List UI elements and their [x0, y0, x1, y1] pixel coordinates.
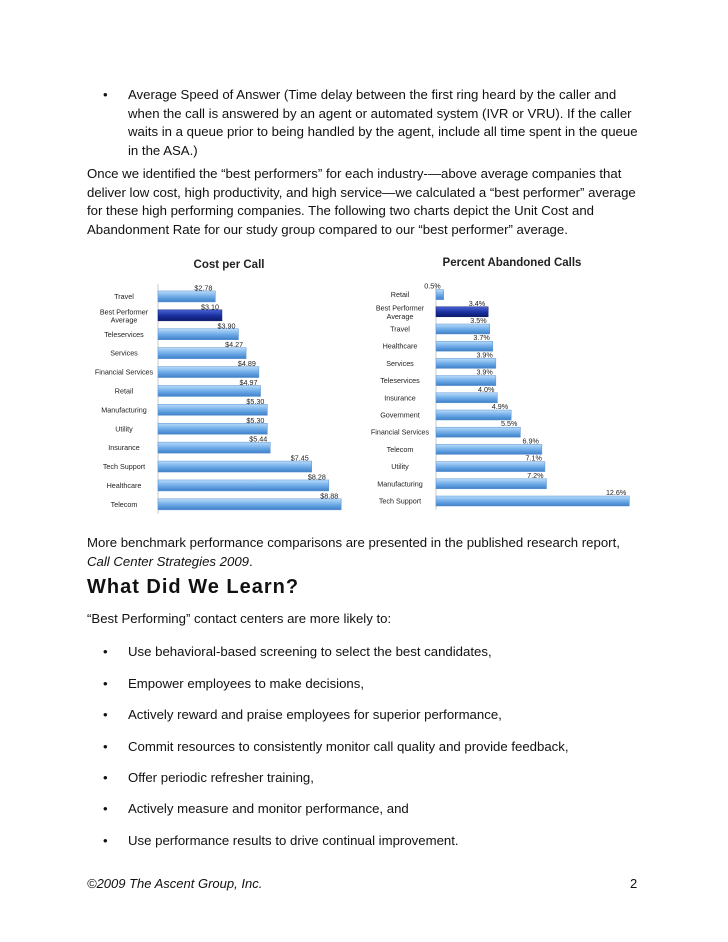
paragraph-line: deliver low cost, high productivity, and high service—we calculated a “best performer” average [87, 184, 636, 200]
bullet-glyph: • [103, 770, 108, 785]
chart-title: Percent Abandoned Calls [442, 257, 582, 269]
bar-tech-support [436, 496, 629, 506]
list-item-text: Commit resources to consistently monitor call quality and provide feedback, [128, 739, 569, 754]
category-label-travel: Travel [390, 324, 410, 334]
paragraph-line [87, 553, 647, 572]
list-item [103, 800, 663, 819]
intro-bullet-line: waits in a queue prior to being handled by the agent, include all time spent in the queue [128, 124, 638, 140]
list-item [103, 643, 663, 662]
data-label-retail: 0.5% [424, 281, 441, 291]
bar-travel [158, 291, 215, 302]
bullet-glyph: • [103, 707, 108, 722]
intro-bullet-line: in the ASA.) [128, 142, 198, 158]
bar-services [158, 348, 246, 359]
paragraph-best-performers [87, 165, 647, 239]
list-item [103, 769, 663, 788]
bullet-glyph: • [103, 644, 108, 659]
abandoned-calls-svg [364, 246, 640, 518]
bar-insurance [158, 442, 270, 453]
category-label-best-performer-average: Best Performer Average [99, 307, 149, 325]
bar-manufacturing [436, 479, 546, 489]
data-label-travel: $2.78 [194, 283, 213, 293]
data-label-telecom: 6.9% [522, 436, 539, 446]
category-label-tech-support: Tech Support [102, 462, 146, 472]
intro-bullet-line: Average Speed of Answer (Time delay between the first ring heard by the caller and [128, 87, 617, 102]
bullet-glyph: • [103, 833, 108, 848]
footer-page-number: 2 [630, 876, 638, 891]
category-label-insurance: Insurance [384, 393, 416, 403]
category-label-telecom: Telecom [386, 444, 414, 454]
paragraph-line: for these high performing companies. The following two charts depict the Unit Cost and [87, 203, 595, 219]
category-label-utility: Utility [391, 462, 409, 472]
category-label-services: Services [386, 358, 414, 368]
data-label-healthcare: 3.7% [473, 333, 490, 343]
category-label-healthcare: Healthcare [106, 480, 142, 490]
bar-financial-services [436, 427, 520, 437]
bar-utility [158, 423, 267, 434]
data-label-healthcare: $8.28 [307, 472, 326, 482]
category-label-services: Services [110, 348, 138, 358]
category-label-financial-services: Financial Services [94, 367, 154, 377]
data-label-best-performer-average: $3.10 [200, 302, 219, 312]
data-label-best-performer-average: 3.4% [468, 298, 486, 308]
list-item [103, 675, 663, 694]
data-label-teleservices: 3.9% [476, 367, 493, 377]
data-label-government: 4.9% [491, 402, 509, 411]
data-label-tech-support: $7.45 [290, 453, 309, 463]
category-label-insurance: Insurance [108, 443, 140, 453]
paragraph-line: More benchmark performance comparisons are presented in the published research report, [87, 535, 620, 550]
data-label-insurance: 4.0% [477, 384, 495, 394]
bar-retail [436, 290, 444, 300]
abandoned-calls-chart [364, 246, 640, 518]
paragraph-line: Abandonment Rate for our study group compared to our “best performer” average. [87, 221, 568, 237]
lead-in: “Best Performing” contact centers are more likely to: [87, 611, 392, 626]
bullet-glyph: • [103, 739, 108, 754]
data-label-teleservices: $3.90 [217, 321, 236, 331]
list-item-text: Actively reward and praise employees for superior performance, [128, 707, 502, 722]
data-label-telecom: $8.88 [320, 491, 339, 501]
bullet-glyph: • [103, 87, 108, 102]
intro-bullet [103, 86, 663, 162]
list-item [103, 832, 663, 851]
bar-insurance [436, 393, 497, 403]
section-heading: What Did We Learn? [87, 576, 300, 598]
category-label-manufacturing: Manufacturing [101, 405, 147, 415]
category-label-utility: Utility [115, 424, 133, 434]
category-label-healthcare: Healthcare [382, 341, 418, 351]
cost-per-call-svg [88, 246, 360, 518]
bar-telecom [158, 499, 341, 510]
bullet-glyph: • [103, 801, 108, 816]
data-label-manufacturing: $5.30 [246, 396, 265, 406]
data-label-utility: 7.1% [525, 453, 542, 463]
cost-per-call-chart [88, 246, 360, 518]
data-label-tech-support: 12.6% [605, 488, 627, 497]
chart-title: Cost per Call [193, 259, 265, 271]
data-label-financial-services: $4.89 [237, 359, 256, 369]
data-label-manufacturing: 7.2% [527, 470, 544, 480]
category-label-manufacturing: Manufacturing [377, 479, 423, 489]
intro-bullet-text [128, 86, 653, 160]
data-label-services: $4.27 [225, 340, 244, 350]
report-title: Call Center Strategies 2009 [87, 553, 250, 569]
report-title-period: . [249, 553, 253, 569]
bar-retail [158, 385, 261, 396]
paragraph-line: Once we identified the “best performers” for each industry-—above average companies that [87, 166, 622, 181]
category-label-retail: Retail [114, 386, 134, 396]
bar-teleservices [158, 329, 238, 340]
intro-bullet-line: when the call is answered by an agent or automated system (IVR or VRU). If the caller [128, 105, 632, 121]
category-label-teleservices: Teleservices [104, 329, 144, 339]
bar-healthcare [158, 480, 329, 491]
list-item-text: Empower employees to make decisions, [128, 676, 365, 691]
data-label-retail: $4.97 [239, 377, 258, 387]
data-label-insurance: $5.44 [249, 434, 268, 444]
category-label-government: Government [380, 410, 420, 420]
bullet-glyph: • [103, 676, 108, 691]
list-item [103, 706, 663, 725]
category-label-best-performer-average: Best Performer Average [375, 303, 425, 321]
bar-best-performer-average [158, 310, 222, 321]
bar-financial-services [158, 367, 259, 378]
list-item-text: Offer periodic refresher training, [128, 770, 314, 785]
category-label-retail: Retail [390, 290, 410, 300]
data-label-travel: 3.5% [470, 316, 487, 325]
category-label-financial-services: Financial Services [370, 427, 430, 437]
category-label-teleservices: Teleservices [380, 376, 420, 386]
category-label-travel: Travel [114, 291, 134, 301]
list-item [103, 738, 663, 757]
bar-manufacturing [158, 404, 267, 415]
data-label-utility: $5.30 [246, 415, 265, 425]
category-label-telecom: Telecom [110, 499, 138, 509]
bar-tech-support [158, 461, 312, 472]
category-label-tech-support: Tech Support [378, 496, 422, 506]
paragraph-report-reference [87, 534, 647, 571]
footer-copyright: ©2009 The Ascent Group, Inc. [87, 876, 263, 891]
list-item-text: Actively measure and monitor performance, and [128, 801, 409, 816]
bar-government [436, 410, 511, 420]
data-label-financial-services: 5.5% [500, 419, 518, 429]
data-label-services: 3.9% [476, 350, 493, 360]
list-item-text: Use performance results to drive continual improvement. [128, 833, 459, 848]
list-item-text: Use behavioral-based screening to select the best candidates, [128, 644, 492, 659]
